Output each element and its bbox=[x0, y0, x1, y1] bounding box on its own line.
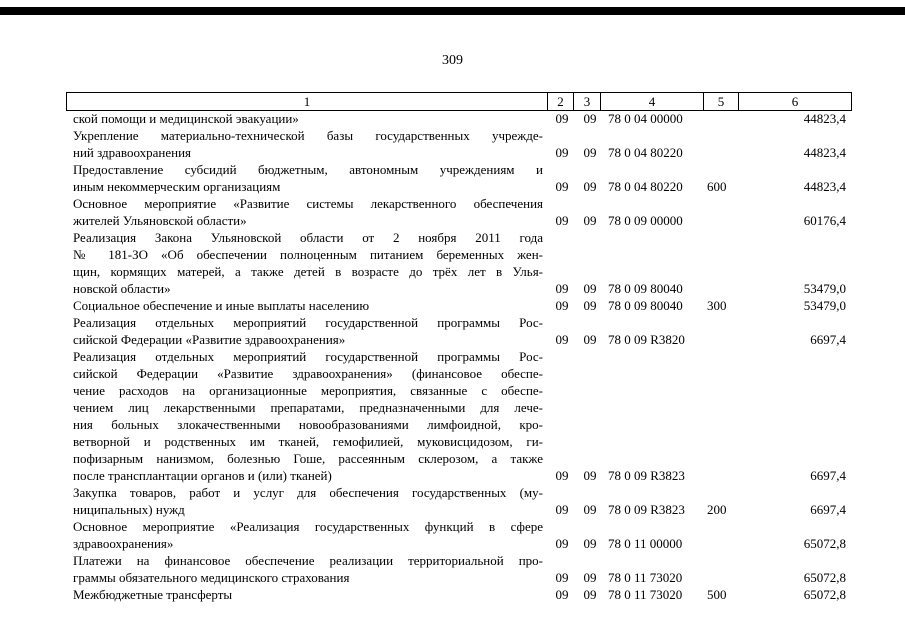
table-body bbox=[0, 110, 905, 603]
row-name bbox=[73, 229, 543, 297]
table-row bbox=[0, 484, 905, 518]
cell-c6: 44823,4 bbox=[803, 145, 846, 160]
cell-c4: 78 0 11 00000 bbox=[608, 536, 683, 551]
table-row bbox=[0, 314, 905, 348]
header-col-1: 1 bbox=[66, 93, 547, 110]
row-name-line: Реализация отдельных мероприятий государственной программы Рос- bbox=[73, 315, 543, 330]
cell-c4: 78 0 04 80220 bbox=[608, 145, 683, 160]
cell-c5: 500 bbox=[707, 587, 727, 602]
row-name-line: жителей Ульяновской области» bbox=[73, 213, 247, 228]
top-rule bbox=[0, 7, 905, 15]
cell-c2: 09 bbox=[555, 281, 569, 296]
row-name-line: сийской Федерации «Развитие здравоохранения» bbox=[73, 332, 346, 347]
cell-c2: 09 bbox=[555, 587, 569, 602]
cell-c6: 44823,4 bbox=[803, 179, 846, 194]
table-row bbox=[0, 348, 905, 484]
header-col-6: 6 bbox=[738, 93, 852, 110]
header-col-3: 3 bbox=[573, 93, 600, 110]
cell-c5: 200 bbox=[707, 502, 727, 517]
cell-c6: 65072,8 bbox=[803, 536, 846, 551]
row-name bbox=[73, 297, 543, 314]
cell-c4: 78 0 09 R3823 bbox=[608, 468, 685, 483]
row-name-line: ний здравоохранения bbox=[73, 145, 192, 160]
cell-c4: 78 0 11 73020 bbox=[608, 570, 683, 585]
cell-c2: 09 bbox=[555, 468, 569, 483]
row-name-line: новской области» bbox=[73, 281, 171, 296]
table-header bbox=[66, 92, 852, 111]
cell-c2: 09 bbox=[555, 570, 569, 585]
cell-c4: 78 0 09 80040 bbox=[608, 281, 683, 296]
table-row bbox=[0, 586, 905, 603]
table-row bbox=[0, 518, 905, 552]
table-row bbox=[0, 552, 905, 586]
row-name bbox=[73, 110, 543, 127]
row-name-line: щин, кормящих матерей, а также детей в возрасте до трёх лет в Улья- bbox=[73, 264, 543, 279]
header-col-4: 4 bbox=[600, 93, 703, 110]
row-name-line: Реализация отдельных мероприятий государственной программы Рос- bbox=[73, 349, 543, 364]
row-name-line: ния больных злокачественными новообразованиями лимфоидной, кро- bbox=[73, 417, 543, 432]
row-name-line: иным некоммерческим организациям bbox=[73, 179, 281, 194]
cell-c6: 65072,8 bbox=[803, 570, 846, 585]
cell-c5: 300 bbox=[707, 298, 727, 313]
row-name-line: ниципальных) нужд bbox=[73, 502, 185, 517]
cell-c4: 78 0 09 R3820 bbox=[608, 332, 685, 347]
cell-c6: 44823,4 bbox=[803, 111, 846, 126]
cell-c3: 09 bbox=[583, 298, 597, 313]
cell-c3: 09 bbox=[583, 213, 597, 228]
cell-c2: 09 bbox=[555, 213, 569, 228]
row-name bbox=[73, 518, 543, 552]
row-name bbox=[73, 552, 543, 586]
page-number: 309 bbox=[442, 53, 463, 68]
row-name-line: здравоохранения» bbox=[73, 536, 174, 551]
cell-c2: 09 bbox=[555, 111, 569, 126]
row-name-line: Укрепление материально-технической базы государственных учрежде- bbox=[73, 128, 543, 143]
header-col-2: 2 bbox=[547, 93, 573, 110]
row-name-line: граммы обязательного медицинского страхования bbox=[73, 570, 350, 585]
cell-c2: 09 bbox=[555, 145, 569, 160]
header-col-5: 5 bbox=[703, 93, 738, 110]
cell-c6: 53479,0 bbox=[803, 298, 846, 313]
row-name-line: Реализация Закона Ульяновской области от 2 ноября 2011 года bbox=[73, 230, 543, 245]
table-row bbox=[0, 161, 905, 195]
row-name bbox=[73, 161, 543, 195]
cell-c6: 60176,4 bbox=[803, 213, 846, 228]
table-row bbox=[0, 229, 905, 297]
table-row bbox=[0, 127, 905, 161]
cell-c4: 78 0 09 80040 bbox=[608, 298, 683, 313]
row-name bbox=[73, 195, 543, 229]
row-name-line: Предоставление субсидий бюджетным, автономным учреждениям и bbox=[73, 162, 543, 177]
row-name-line: сийской Федерации «Развитие здравоохранения» (финансовое обеспе- bbox=[73, 366, 543, 381]
cell-c6: 6697,4 bbox=[810, 468, 846, 483]
cell-c2: 09 bbox=[555, 332, 569, 347]
cell-c2: 09 bbox=[555, 298, 569, 313]
cell-c2: 09 bbox=[555, 179, 569, 194]
cell-c4: 78 0 09 R3823 bbox=[608, 502, 685, 517]
cell-c6: 6697,4 bbox=[810, 332, 846, 347]
row-name bbox=[73, 484, 543, 518]
row-name-line: Платежи на финансовое обеспечение реализации территориальной про- bbox=[73, 553, 543, 568]
row-name-line: пофизарным нанизмом, болезнью Гоше, рассеянным склерозом, а также bbox=[73, 451, 543, 466]
row-name-line: Закупка товаров, работ и услуг для обеспечения государственных (му- bbox=[73, 485, 543, 500]
row-name-line: Основное мероприятие «Развитие системы лекарственного обеспечения bbox=[73, 196, 543, 211]
row-name-line: Межбюджетные трансферты bbox=[73, 587, 233, 602]
row-name-line: чение расходов на организационные мероприятия, связанные с обеспе- bbox=[73, 383, 543, 398]
row-name-line: чением лиц лекарственными препаратами, предназначенными для лече- bbox=[73, 400, 543, 415]
cell-c3: 09 bbox=[583, 536, 597, 551]
cell-c3: 09 bbox=[583, 587, 597, 602]
row-name-line: ской помощи и медицинской эвакуации» bbox=[73, 111, 299, 126]
row-name-line: после трансплантации органов и (или) тканей) bbox=[73, 468, 332, 483]
cell-c5: 600 bbox=[707, 179, 727, 194]
cell-c4: 78 0 11 73020 bbox=[608, 587, 683, 602]
cell-c6: 65072,8 bbox=[803, 587, 846, 602]
cell-c2: 09 bbox=[555, 536, 569, 551]
cell-c4: 78 0 09 00000 bbox=[608, 213, 683, 228]
cell-c4: 78 0 04 80220 bbox=[608, 179, 683, 194]
row-name-line: Основное мероприятие «Реализация государственных функций в сфере bbox=[73, 519, 543, 534]
row-name bbox=[73, 127, 543, 161]
cell-c2: 09 bbox=[555, 502, 569, 517]
cell-c3: 09 bbox=[583, 570, 597, 585]
cell-c3: 09 bbox=[583, 111, 597, 126]
cell-c6: 6697,4 bbox=[810, 502, 846, 517]
table-row bbox=[0, 195, 905, 229]
table-row bbox=[0, 297, 905, 314]
cell-c6: 53479,0 bbox=[803, 281, 846, 296]
cell-c3: 09 bbox=[583, 281, 597, 296]
cell-c3: 09 bbox=[583, 179, 597, 194]
cell-c3: 09 bbox=[583, 502, 597, 517]
row-name-line: Социальное обеспечение и иные выплаты населению bbox=[73, 298, 370, 313]
cell-c4: 78 0 04 00000 bbox=[608, 111, 683, 126]
row-name-line: № 181-ЗО «Об обеспечении полноценным питанием беременных жен- bbox=[73, 247, 543, 262]
row-name bbox=[73, 586, 543, 603]
cell-c3: 09 bbox=[583, 468, 597, 483]
row-name-line: ветворной и родственных им тканей, гемофилией, муковисцидозом, ги- bbox=[73, 434, 543, 449]
row-name bbox=[73, 314, 543, 348]
cell-c3: 09 bbox=[583, 332, 597, 347]
cell-c3: 09 bbox=[583, 145, 597, 160]
row-name bbox=[73, 348, 543, 484]
table-row bbox=[0, 110, 905, 127]
